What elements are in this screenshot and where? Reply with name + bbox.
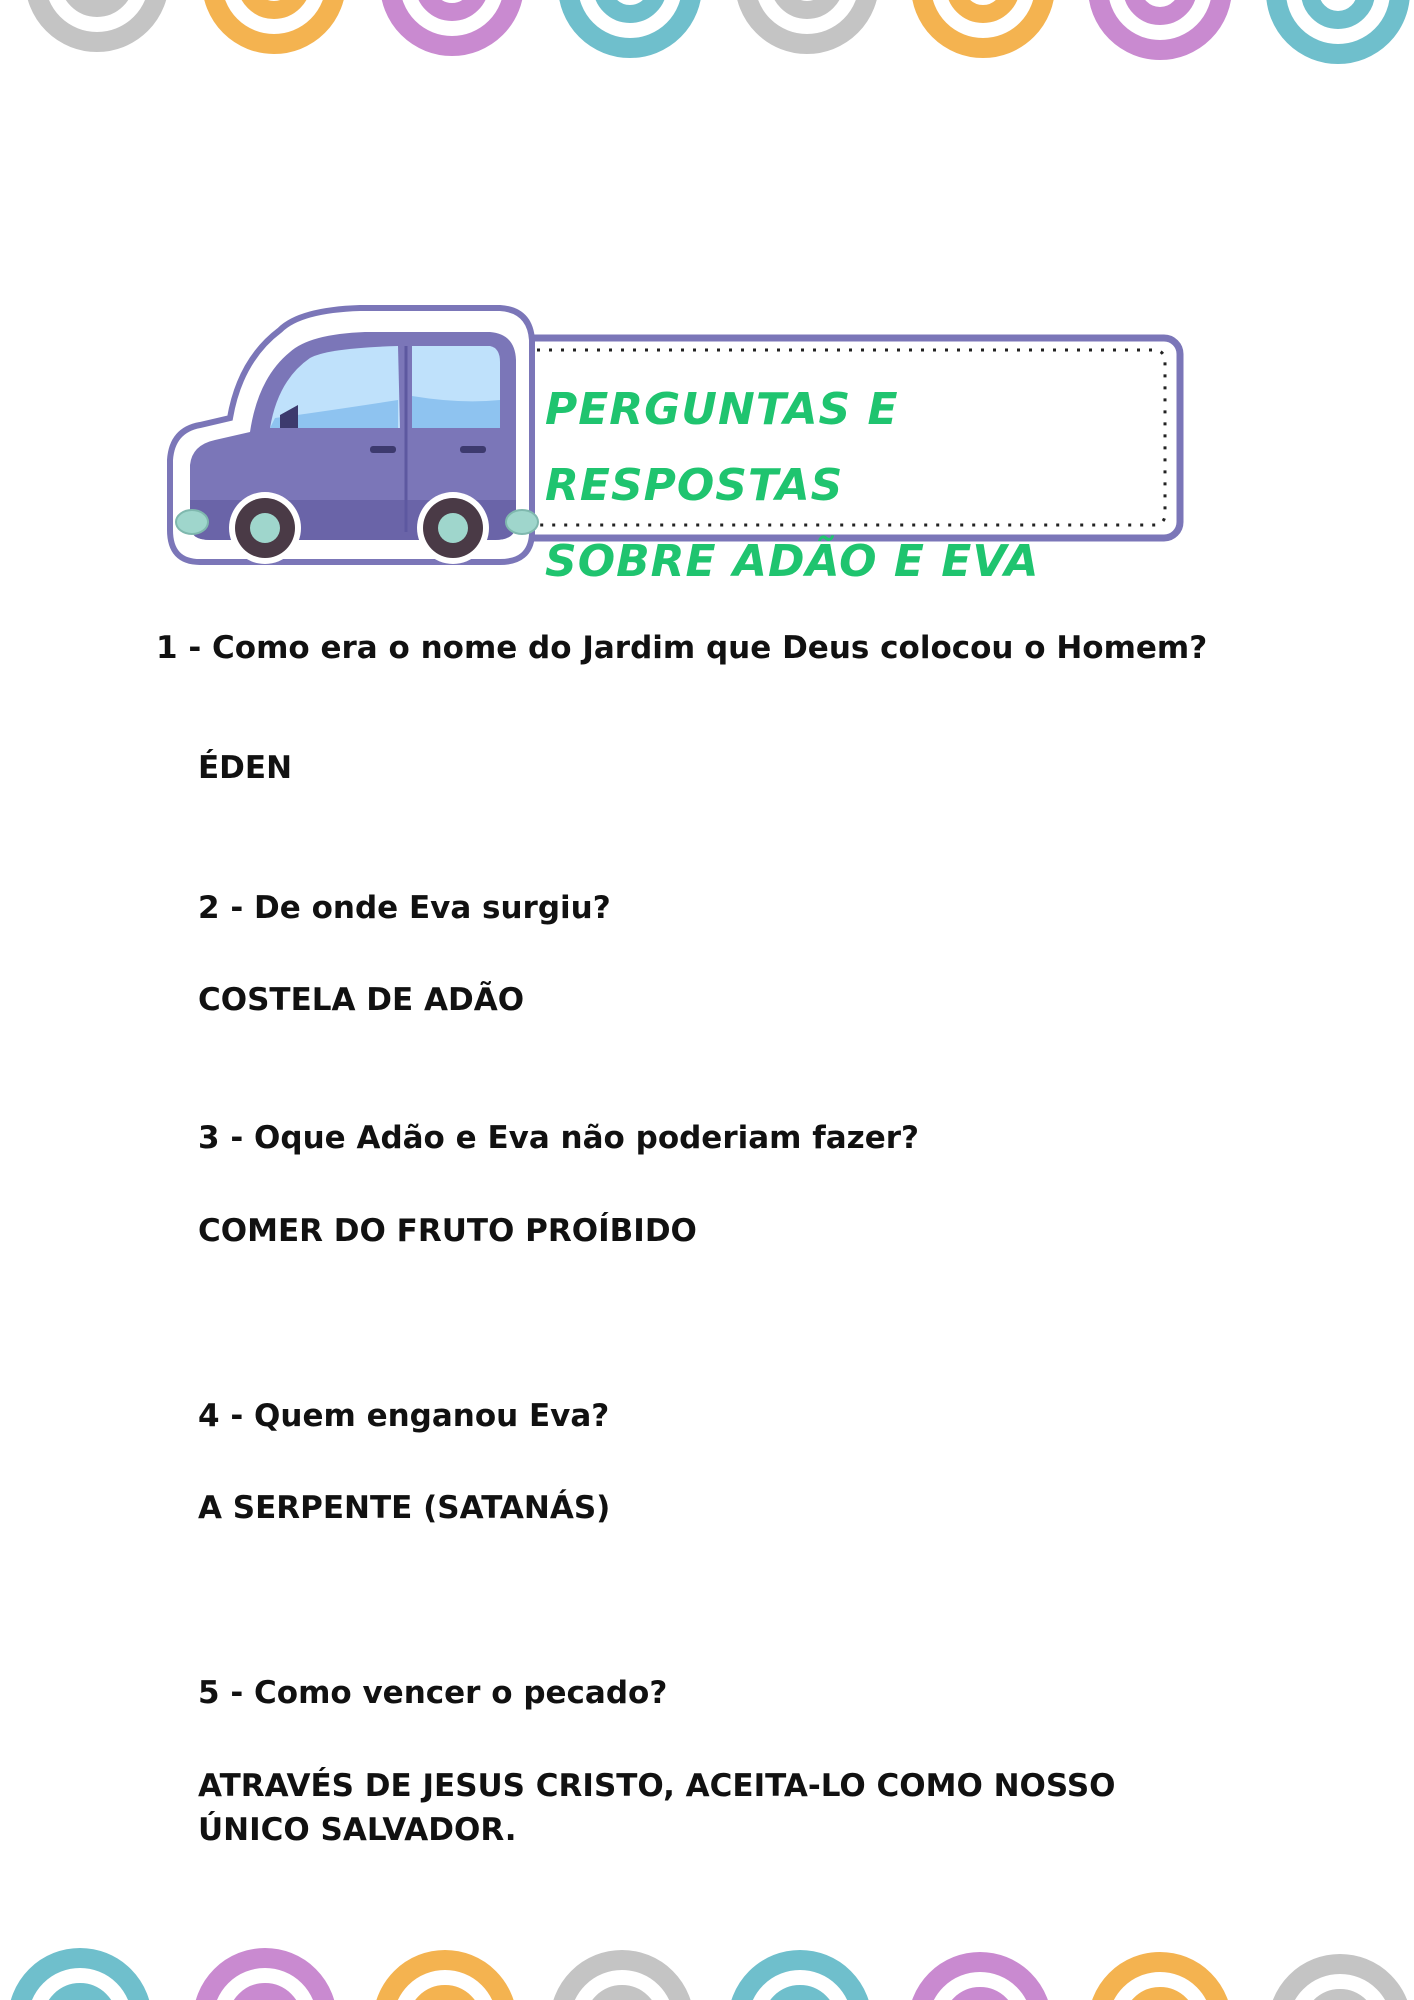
bottom-spiral-border	[0, 1910, 1414, 2000]
banner-title-line-1: PERGUNTAS E RESPOSTAS	[545, 384, 899, 511]
spiral-icon	[383, 1960, 507, 2000]
spiral-icon	[203, 1958, 327, 2000]
spiral-icon	[1098, 0, 1222, 50]
answer-2: COSTELA DE ADÃO	[198, 982, 525, 1018]
question-1: 1 - Como era o nome do Jardim que Deus colocou o Homem?	[156, 630, 1208, 666]
spiral-icon	[390, 0, 514, 46]
title-banner	[160, 300, 1190, 590]
top-spiral-border	[0, 0, 1414, 90]
spiral-icon	[745, 0, 869, 44]
question-4: 4 - Quem enganou Eva?	[198, 1398, 610, 1434]
spiral-icon	[560, 1960, 684, 2000]
spiral-icon	[1276, 0, 1400, 54]
spiral-icon	[1278, 1964, 1402, 2000]
spiral-icon	[212, 0, 336, 44]
question-5: 5 - Como vencer o pecado?	[198, 1675, 668, 1711]
answer-4: A SERPENTE (SATANÁS)	[198, 1490, 611, 1526]
answer-1: ÉDEN	[198, 750, 293, 786]
spiral-icon	[568, 0, 692, 48]
spiral-icon	[18, 1958, 142, 2000]
answer-5: ATRAVÉS DE JESUS CRISTO, ACEITA-LO COMO NOSSO ÚNICO SALVADOR.	[198, 1768, 1116, 1848]
question-2: 2 - De onde Eva surgiu?	[198, 890, 611, 926]
spiral-icon	[1098, 1962, 1222, 2000]
question-3: 3 - Oque Adão e Eva não poderiam fazer?	[198, 1120, 920, 1156]
spiral-icon	[921, 0, 1045, 48]
spiral-icon	[35, 0, 159, 42]
spiral-icon	[918, 1962, 1042, 2000]
answer-3: COMER DO FRUTO PROÍBIDO	[198, 1213, 697, 1249]
banner-title	[545, 372, 1165, 600]
banner-title-line-2: SOBRE ADÃO E EVA	[545, 536, 1040, 587]
spiral-icon	[738, 1960, 862, 2000]
